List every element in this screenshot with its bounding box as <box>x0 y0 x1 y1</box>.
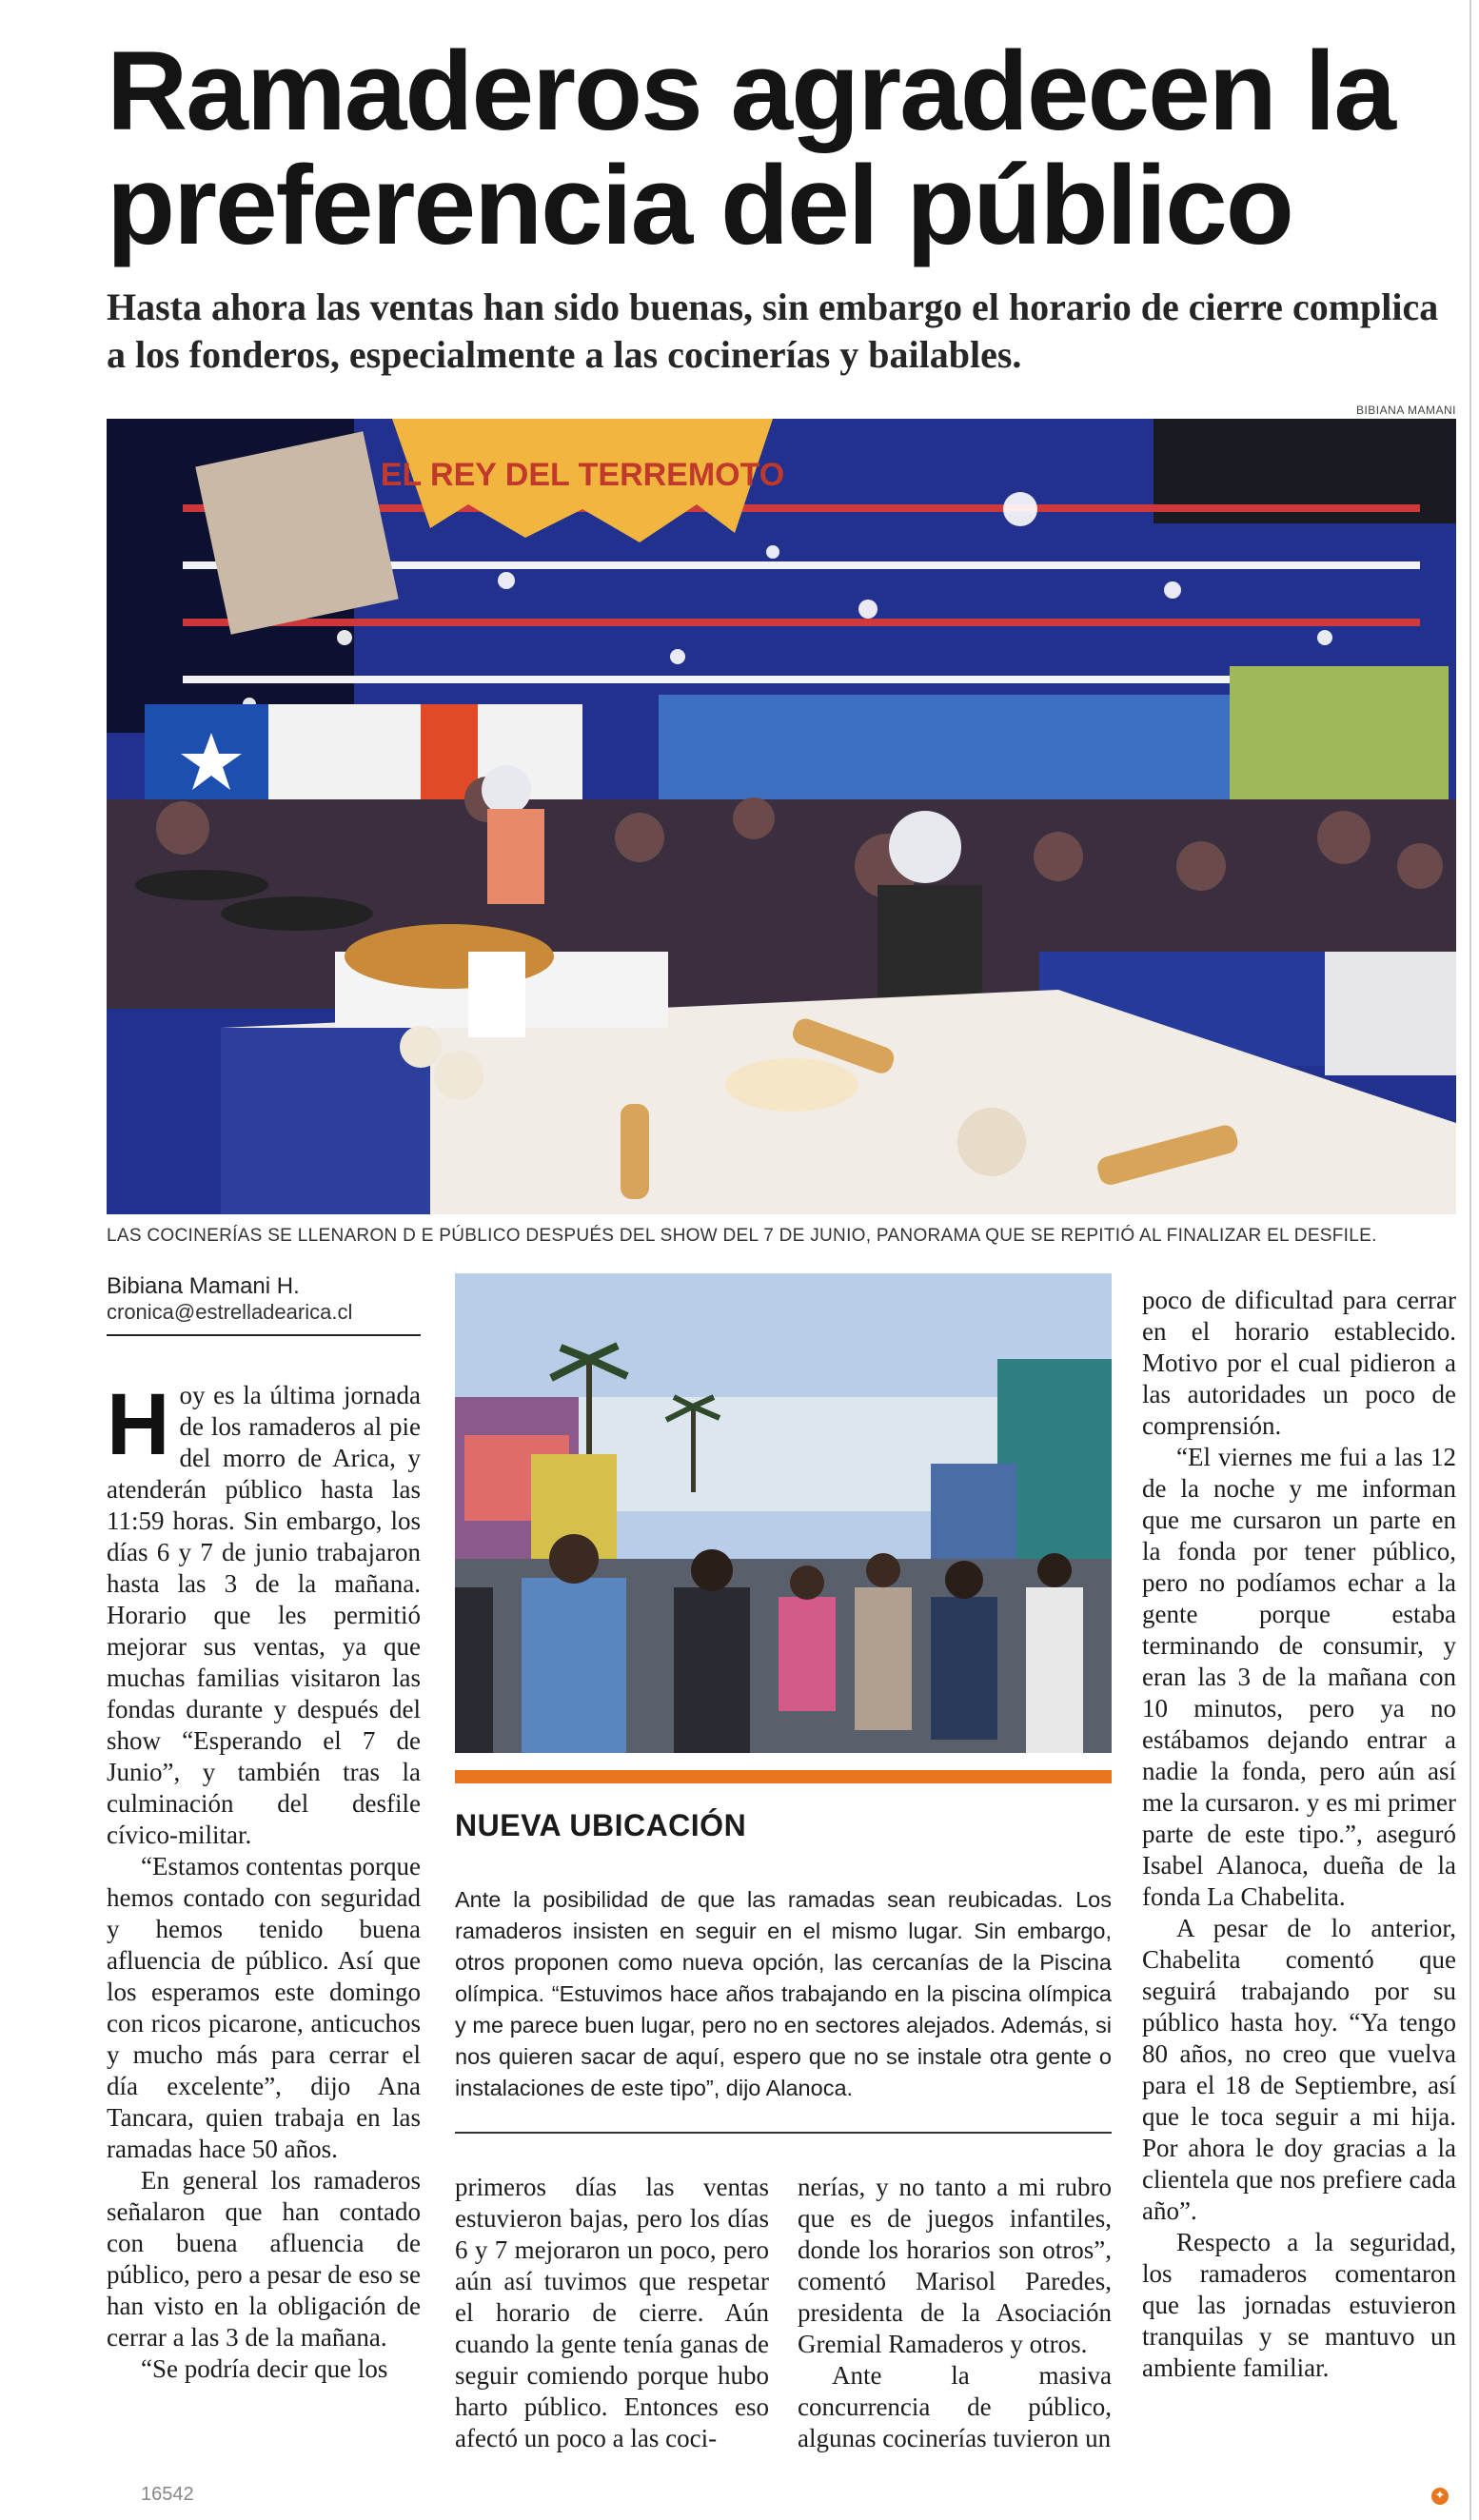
paragraph: Ante la masiva concurrencia de público, algunas cocinerías tuvieron un <box>798 2361 1112 2452</box>
sidebar-title: NUEVA UBICACIÓN <box>455 1808 747 1842</box>
paragraph: “Se podría decir que los <box>141 2354 388 2383</box>
sign-text: EL REY DEL TERREMOTO <box>380 457 785 493</box>
sidebar-divider <box>455 2132 1112 2134</box>
paragraph: poco de dificultad para cerrar en el horario establecido. Motivo por el cual pidieron a las autoridades un poco de comprensión. <box>1142 1286 1456 1440</box>
main-photo-caption: LAS COCINERÍAS SE LLENARON D E PÚBLICO DESPUÉS DEL SHOW DEL 7 DE JUNIO, PANORAMA QUE SE REPITIÓ AL FINALIZAR EL DESFILE. <box>107 1226 1377 1246</box>
paragraph: Hoy es la última jornada de los ramaderos al pie del morro de Arica, y atenderán público hasta las 11:59 horas. Sin embargo, los días 6 y 7 de junio trabajaron hasta las 3 de la mañana. Horario que les permitió mejorar sus ventas, ya que muchas familias visitaron las fondas durante y después del show “Esperando el 7 de Junio”, y también tras la culminación del desfile cívico-militar. <box>107 1380 421 1849</box>
deck-subtitle: Hasta ahora las ventas han sido buenas, sin embargo el horario de cierre complica a los fonderos, especialmente a las cocinerías y bailables. <box>107 285 1439 376</box>
page-edge <box>1469 0 1471 2520</box>
byline-author: Bibiana Mamani H. <box>107 1273 300 1299</box>
photo-credit: BIBIANA MAMANI <box>1355 404 1456 417</box>
article-column-3 <box>798 2172 1112 2514</box>
byline-email[interactable]: cronica@estrelladearica.cl <box>107 1300 353 1324</box>
article-column-4 <box>1142 1285 1456 2512</box>
paragraph: A pesar de lo anterior, Chabelita comentó que seguirá trabajando por su público hasta hoy. “Ya tengo 80 años, no creo que vuelva para el 18 de Septiembre, así que le toca seguir a mi hija. Por ahora le doy gracias a la clientela que nos prefiere cada año”. <box>1142 1914 1456 2225</box>
paragraph: En general los ramaderos señalaron que han contado con buena afluencia de público, pero a pesar de eso se han visto en la obligación de cerrar a las 3 de la mañana. <box>107 2166 421 2352</box>
sidebar-body: Ante la posibilidad de que las ramadas sean reubicadas. Los ramaderos insisten en seguir en el mismo lugar. Sin embargo, otros proponen como nueva opción, las cercanías de la Piscina olímpica. “Estuvimos hace años trabajando en la piscina olímpica y me parece buen lugar, pero no en sectores alejados. Además, si nos quieren sacar de aquí, espero que no se instale otra gente o instalaciones de este tipo”, dijo Alanoca. <box>455 1887 1112 2100</box>
fair-crowd-illustration <box>455 1273 1112 1753</box>
paragraph: “Estamos contentas porque hemos contado con seguridad y hemos tenido buena afluencia de público. Así que los esperamos este domingo con ricos picarone, anticuchos y mucho más para cerrar el día excelente”, dijo Ana Tancara, quien trabaja en las ramadas hace 50 años. <box>107 1852 421 2163</box>
drop-cap: H <box>107 1380 170 1473</box>
page-number: 16542 <box>141 2484 194 2505</box>
end-mark-icon: ✦ <box>1431 2488 1449 2505</box>
paragraph: nerías, y no tanto a mi rubro que es de juegos infantiles, donde los horarios son otros”, comentó Marisol Paredes, presidenta de la Asociación Gremial Ramaderos y otros. <box>798 2173 1112 2358</box>
sidebar-accent-bar <box>455 1770 1112 1783</box>
article-column-1 <box>107 1380 421 2512</box>
paragraph: “El viernes me fui a las 12 de la noche y me informan que me cursaron un parte en la fonda por tener público, pero no podíamos echar a la gente porque estaba terminando de consumir, y eran las 3 de la mañana con 10 minutos, pero ya no estábamos dejando entrar a nadie la fonda, pero aún así me la cursaron. y es mi primer parte de este tipo.”, aseguró Isabel Alanoca, dueña de la fonda La Chabelita. <box>1142 1443 1456 1911</box>
article-column-2 <box>455 2172 769 2514</box>
paragraph: primeros días las ventas estuvieron bajas, pero los días 6 y 7 mejoraron un poco, pero aún así tuvimos que respetar el horario de cierre. Aún cuando la gente tenía ganas de seguir comiendo porque hubo harto público. Entonces eso afectó un poco a las coci- <box>455 2173 769 2452</box>
paragraph: Respecto a la seguridad, los ramaderos comentaron que las jornadas estuvieron tranquilas y se mantuvo un ambiente familiar. <box>1142 2228 1456 2382</box>
fonda-scene-illustration <box>107 419 1456 1214</box>
headline: Ramaderos agradecen la preferencia del público <box>107 29 1394 268</box>
secondary-photo <box>455 1273 1112 1753</box>
byline-divider <box>107 1334 421 1336</box>
main-photo <box>107 419 1456 1214</box>
